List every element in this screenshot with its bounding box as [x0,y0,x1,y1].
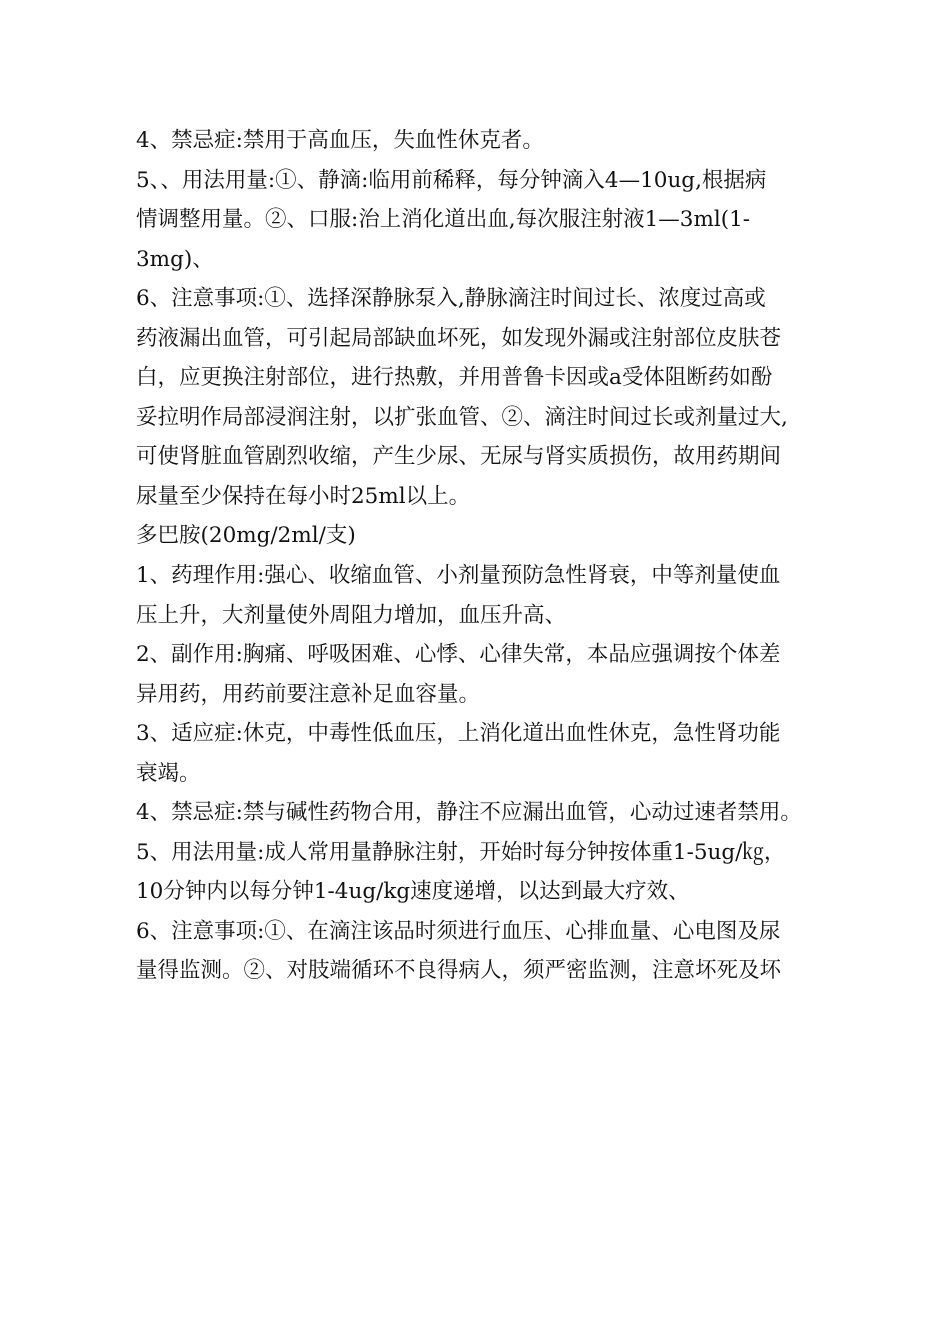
text-line: 3mg)、 [136,246,214,272]
text-line: 6、注意事项:①、在滴注该品时须进行血压、心排血量、心电图及尿 [136,918,781,944]
text-line: 4、禁忌症:禁与碱性药物合用，静注不应漏出血管，心动过速者禁用。 [136,800,802,826]
text-line: 6、注意事项:①、选择深静脉泵入,静脉滴注时间过长、浓度过高或 [136,286,766,312]
text-line: 10分钟内以每分钟1-4ug/kg速度递增，以达到最大疗效、 [136,879,690,905]
text-line: 2、副作用:胸痛、呼吸困难、心悸、心律失常，本品应强调按个体差 [136,642,781,668]
text-line: 衰竭。 [136,760,201,786]
section-heading: 多巴胺(20mg/2ml/支) [136,523,356,549]
text-line: 4、禁忌症:禁用于高血压，失血性休克者。 [136,128,544,153]
text-line: 尿量至少保持在每小时25ml以上。 [136,483,471,509]
document-body [136,121,826,991]
text-line: 妥拉明作局部浸润注射，以扩张血管、②、滴注时间过长或剂量过大, [136,404,788,430]
text-line: 可使肾脏血管剧烈收缩，产生少尿、无尿与肾实质损伤，故用药期间 [136,444,782,470]
text-line: 5、用法用量:成人常用量静脉注射，开始时每分钟按体重1-5ug/㎏， [136,839,786,865]
text-line: 压上升，大剂量使外周阻力增加，血压升高、 [136,602,567,628]
text-line: 5、、用法用量:①、静滴:临用前稀释，每分钟滴入4—10ug,根据病 [136,167,767,193]
text-line: 情调整用量。②、口服:治上消化道出血,每次服注射液1—3ml(1- [136,207,751,233]
text-line: 药液漏出血管，可引起局部缺血坏死，如发现外漏或注射部位皮肤苍 [136,325,782,351]
text-line: 异用药，用药前要注意补足血容量。 [136,681,481,707]
text-line: 白，应更换注射部位，进行热敷，并用普鲁卡因或a受体阻断药如酚 [136,365,773,391]
text-line: 量得监测。②、对肢端循环不良得病人，须严密监测，注意坏死及坏 [136,958,782,984]
text-line: 3、适应症:休克，中毒性低血压，上消化道出血性休克，急性肾功能 [136,721,781,747]
text-line: 1、药理作用:强心、收缩血管、小剂量预防急性肾衰，中等剂量使血 [136,563,781,589]
